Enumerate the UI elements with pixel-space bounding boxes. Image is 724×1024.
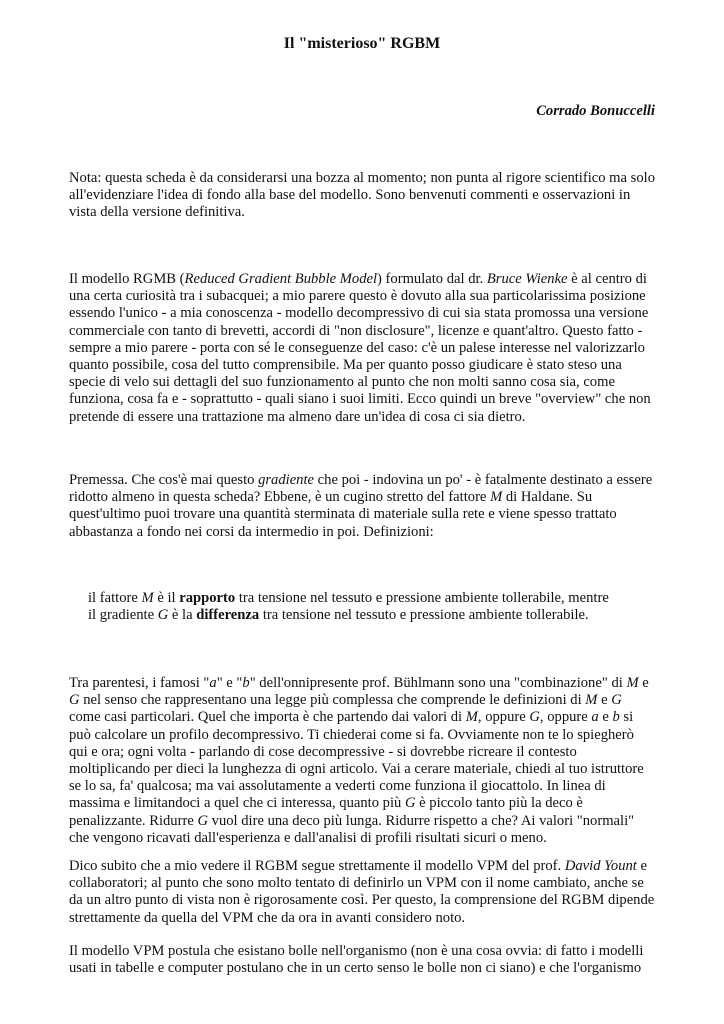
text-line: moltiplicando per dieci la lunghezza di ogni articolo. Vai a cerare materiale, chiedi al tuo istruttore bbox=[69, 761, 644, 778]
text-line: Premessa. Che cos'è mai questo gradiente che poi - indovina un po' - è fatalmente destinato a essere bbox=[69, 472, 653, 488]
text-line: vista della versione definitiva. bbox=[69, 204, 245, 221]
parentesi-paragraph bbox=[69, 675, 661, 847]
intro-paragraph bbox=[69, 271, 661, 426]
text-line: commerciale con tanto di brevetti, accordi di "non disclosure", licenze e quant'altro. Questo fatto - bbox=[69, 322, 643, 339]
text-line: quanto possibile, cosa del tutto comprensibile. Ma per quanto posso giudicare è stato steso una bbox=[69, 357, 622, 374]
text-line: strettamente da quella del VPM che da ora in avanti considero noto. bbox=[69, 909, 466, 926]
definition-item: il gradiente G è la differenza tra tensione nel tessuto e pressione ambiente tollerabile. bbox=[88, 607, 589, 624]
text-line: G nel senso che rappresentano una legge più complessa che comprende le definizioni di M e G bbox=[69, 692, 622, 709]
text-line: una certa curiosità tra i subacquei; a mio parere questo è dovuto alla sua particolarissima posizione bbox=[69, 288, 646, 305]
premessa-paragraph bbox=[69, 472, 661, 541]
page-title: Il "misterioso" RGBM bbox=[283, 35, 441, 52]
text-line: Nota: questa scheda è da considerarsi una bozza al momento; non punta al rigore scientifico ma solo bbox=[69, 170, 655, 186]
model-full-name: Reduced Gradient Bubble Model bbox=[184, 271, 378, 287]
text-line: può calcolare un profilo decompressivo. Ti chiederai come si fa. Ovviamente non te lo spiegherò bbox=[69, 726, 634, 743]
text-line: qui e ora; ogni volta - parlando di cose decompressive - si dovrebbe ricreare il contesto bbox=[69, 743, 577, 760]
text-line: sempre a mio parere - porta con sé le conseguenze del caso: c'è un palese interesse nel valorizzarlo bbox=[69, 339, 645, 356]
text-line: quest'ultimo puoi trovare una quantità sterminata di materiale sulla rete e viene spesso trattato bbox=[69, 506, 617, 523]
text-line: Dico subito che a mio vedere il RGBM segue strettamente il modello VPM del prof. David Yount e bbox=[69, 858, 648, 874]
author-name: Corrado Bonuccelli bbox=[536, 103, 655, 119]
text-line: abbastanza a fondo nei corsi da intermedio in poi. Definizioni: bbox=[69, 523, 434, 540]
text-line: se lo sa, fa' qualcosa; ma vai assolutamente a vederti come funziona il giocattolo. In linea di bbox=[69, 778, 606, 795]
text-line: da un altro punto di vista non è rigorosamente così. Per questo, la comprensione del RGBM dipende bbox=[69, 892, 655, 909]
text-line: all'evidenziare l'idea di fondo alla base del modello. Sono benvenuti commenti e osservazioni in bbox=[69, 187, 631, 204]
vpm-paragraph bbox=[69, 858, 661, 927]
text-line: funziona, cosa fa e - soprattutto - quali siano i suoi limiti. Ecco quindi un breve "overview" che non bbox=[69, 391, 651, 408]
text-line: collaboratori; al punto che sono molto tentato di definirlo un VPM con il nome cambiato, anche se bbox=[69, 875, 644, 892]
text-line: Il modello RGMB (Reduced Gradient Bubble Model) formulato dal dr. Bruce Wienke è al centro di bbox=[69, 271, 647, 287]
text-line: Il modello VPM postula che esistano bolle nell'organismo (non è una cosa ovvia: di fatto i modelli bbox=[69, 943, 644, 959]
text-line: come casi particolari. Quel che importa è che partendo dai valori di M, oppure G, oppure a e b si bbox=[69, 709, 634, 726]
text-line: pretende di essere una trattazione ma almeno dare un'idea di cosa ci sia dietro. bbox=[69, 408, 526, 425]
definition-item: il fattore M è il rapporto tra tensione nel tessuto e pressione ambiente tollerabile, mentre bbox=[88, 590, 609, 606]
text-line: ridotto almeno in questa scheda? Ebbene, è un cugino stretto del fattore M di Haldane. Su bbox=[69, 489, 593, 506]
note-paragraph bbox=[69, 170, 661, 222]
text-line: massima e limitandoci a quel che ci interessa, quanto più G è piccolo tanto più la deco è bbox=[69, 795, 583, 812]
text-line: che vengono ricavati dall'esperienza e dall'analisi di profili risultati sicuri o meno. bbox=[69, 829, 547, 846]
text-line: usati in tabelle e computer postulano che in un certo senso le bolle non ci siano) e che l'organismo bbox=[69, 960, 642, 977]
text-line: penalizzante. Ridurre G vuol dire una deco più lunga. Ridurre rispetto a che? Ai valori "normali" bbox=[69, 812, 635, 829]
text-line: specie di velo sui dettagli del suo funzionamento al punto che non molti sanno cosa sia, come bbox=[69, 374, 615, 391]
text-line: essendo l'unico - a mia conoscenza - modello decompressivo di cui sia stata promossa una versione bbox=[69, 305, 649, 322]
text-line: Tra parentesi, i famosi "a" e "b" dell'onnipresente prof. Bühlmann sono una "combinazione" di M e bbox=[69, 675, 649, 691]
definitions-block bbox=[88, 590, 680, 624]
author-reference: Bruce Wienke bbox=[486, 271, 568, 287]
bolle-paragraph bbox=[69, 943, 661, 977]
